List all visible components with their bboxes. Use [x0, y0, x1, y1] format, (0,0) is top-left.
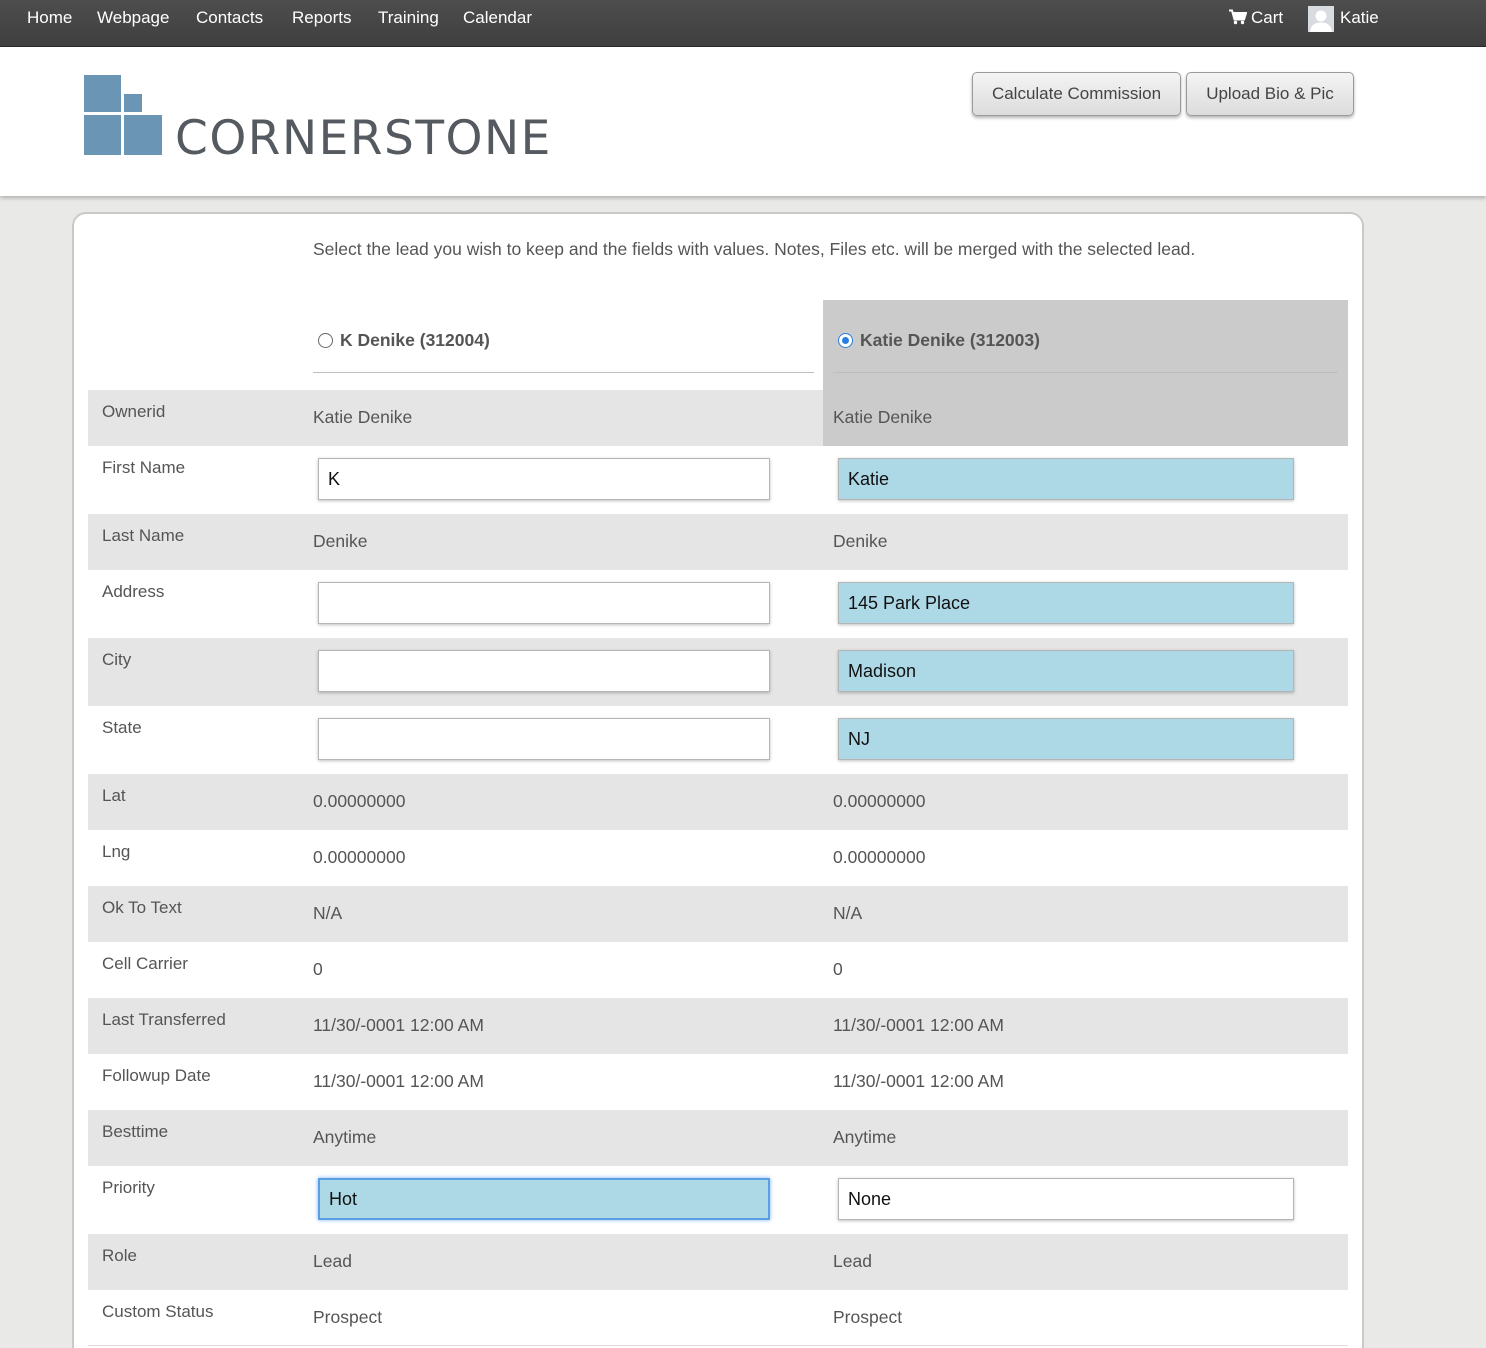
row-label: Lng — [102, 842, 131, 861]
ok-to-text-right-value: N/A — [833, 903, 863, 923]
last-name-right-value: Denike — [833, 531, 888, 551]
row-last-transferred — [88, 998, 1348, 1054]
user-avatar-icon[interactable] — [1308, 6, 1334, 32]
top-nav — [0, 0, 1486, 47]
last-transferred-right-value: 11/30/-0001 12:00 AM — [833, 1015, 1004, 1035]
lng-right-value: 0.00000000 — [833, 847, 926, 867]
row-label: Ownerid — [102, 402, 166, 421]
row-label: Custom Status — [102, 1302, 214, 1321]
followup-date-right-value: 11/30/-0001 12:00 AM — [833, 1071, 1004, 1091]
lead-right-radio[interactable] — [838, 333, 853, 348]
row-ownerid — [88, 390, 823, 446]
nav-user-name[interactable]: Katie — [1340, 8, 1379, 27]
address-right-input[interactable] — [838, 582, 1294, 624]
last-transferred-left-value: 11/30/-0001 12:00 AM — [313, 1015, 484, 1035]
calculate-commission-button[interactable]: Calculate Commission — [972, 72, 1181, 116]
row-besttime — [88, 1110, 1348, 1166]
priority-left-input[interactable] — [318, 1178, 770, 1220]
lead-left-radio[interactable] — [318, 333, 333, 348]
cornerstone-logo-icon — [84, 75, 164, 155]
row-ok-to-text — [88, 886, 1348, 942]
row-label: Address — [102, 582, 165, 601]
merge-instructions: Select the lead you wish to keep and the fields with values. Notes, Files etc. will be merged with the selected lead. — [313, 239, 1196, 259]
cart-icon[interactable] — [1229, 9, 1247, 25]
cell-carrier-right-value: 0 — [833, 959, 843, 979]
lead-option-left[interactable] — [318, 330, 490, 351]
state-left-input[interactable] — [318, 718, 770, 760]
followup-date-left-value: 11/30/-0001 12:00 AM — [313, 1071, 484, 1091]
row-cell-carrier — [88, 942, 1348, 998]
row-label: Priority — [102, 1178, 155, 1197]
row-label: Lat — [102, 786, 126, 805]
nav-calendar[interactable]: Calendar — [463, 8, 532, 27]
priority-right-input[interactable] — [838, 1178, 1294, 1220]
row-lng — [88, 830, 1348, 886]
lead-option-right[interactable] — [838, 330, 1040, 351]
row-label: Besttime — [102, 1122, 169, 1141]
lead-right-label: Katie Denike (312003) — [860, 330, 1040, 350]
row-last-name — [88, 514, 1348, 570]
city-left-input[interactable] — [318, 650, 770, 692]
lead-right-divider — [833, 372, 1338, 373]
role-left-value: Lead — [313, 1251, 352, 1271]
role-right-value: Lead — [833, 1251, 872, 1271]
nav-contacts[interactable]: Contacts — [196, 8, 264, 27]
nav-training[interactable]: Training — [378, 8, 439, 27]
row-followup-date — [88, 1054, 1348, 1110]
row-label: Followup Date — [102, 1066, 211, 1085]
nav-reports[interactable]: Reports — [292, 8, 352, 27]
lng-left-value: 0.00000000 — [313, 847, 406, 867]
custom-status-left-value: Prospect — [313, 1307, 383, 1327]
row-label: State — [102, 718, 142, 737]
custom-status-right-value: Prospect — [833, 1307, 903, 1327]
state-right-input[interactable] — [838, 718, 1294, 760]
logo-text: CORNERSTONE — [175, 111, 552, 166]
ok-to-text-left-value: N/A — [313, 903, 343, 923]
cell-carrier-left-value: 0 — [313, 959, 323, 979]
upload-bio-pic-button[interactable]: Upload Bio & Pic — [1186, 72, 1354, 116]
row-role — [88, 1234, 1348, 1290]
nav-webpage[interactable]: Webpage — [97, 8, 170, 27]
row-label: Role — [102, 1246, 137, 1265]
nav-home[interactable]: Home — [27, 8, 73, 27]
lead-left-label: K Denike (312004) — [340, 330, 490, 350]
first-name-right-input[interactable] — [838, 458, 1294, 500]
last-name-left-value: Denike — [313, 531, 368, 551]
besttime-left-value: Anytime — [313, 1127, 377, 1147]
row-label: Ok To Text — [102, 898, 182, 917]
besttime-right-value: Anytime — [833, 1127, 897, 1147]
nav-cart[interactable]: Cart — [1251, 8, 1284, 27]
row-label: Last Name — [102, 526, 185, 545]
row-custom-status — [88, 1290, 1348, 1346]
page-header — [0, 47, 1486, 196]
row-label: First Name — [102, 458, 186, 477]
ownerid-right-value: Katie Denike — [833, 407, 933, 427]
ownerid-left-value: Katie Denike — [313, 407, 413, 427]
city-right-input[interactable] — [838, 650, 1294, 692]
row-label: Cell Carrier — [102, 954, 188, 973]
row-label: Last Transferred — [102, 1010, 226, 1029]
first-name-left-input[interactable] — [318, 458, 770, 500]
lat-right-value: 0.00000000 — [833, 791, 926, 811]
lat-left-value: 0.00000000 — [313, 791, 406, 811]
lead-left-divider — [313, 372, 814, 373]
address-left-input[interactable] — [318, 582, 770, 624]
row-lat — [88, 774, 1348, 830]
row-label: City — [102, 650, 132, 669]
